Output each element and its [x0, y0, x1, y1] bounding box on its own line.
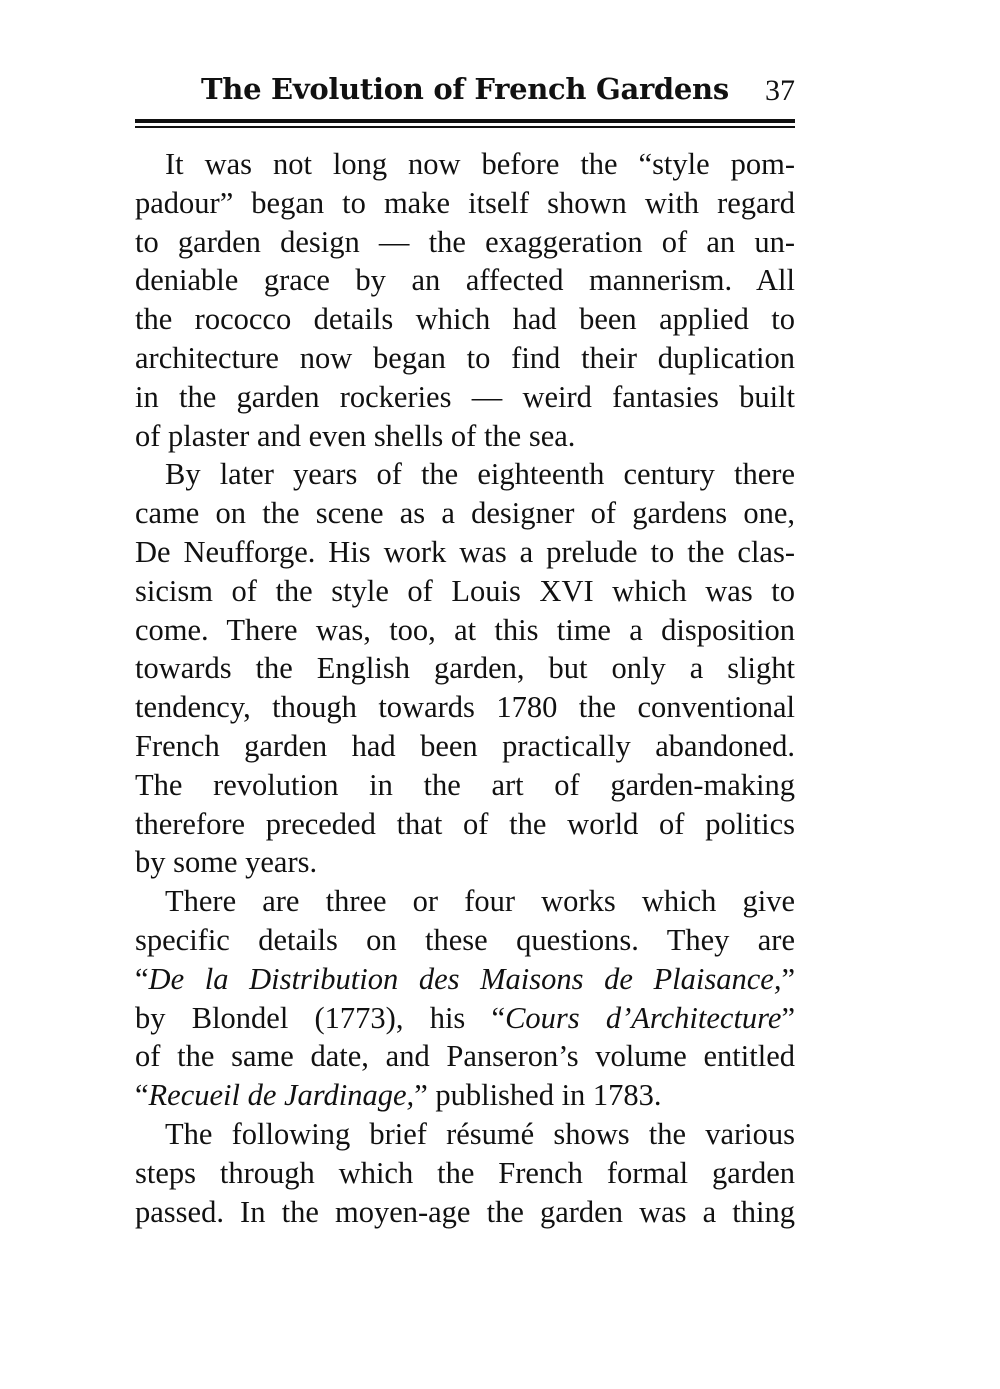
text-segment: “ [135, 1078, 149, 1113]
text-line [135, 533, 795, 572]
body-text [135, 145, 795, 1231]
text-segment: in the garden rockeries — weird fantasies built [135, 379, 795, 414]
paragraph [135, 455, 795, 882]
paragraph [135, 145, 795, 455]
text-segment: of the same date, and Panseron’s volume entitled [135, 1039, 795, 1074]
text-segment: French garden had been practically abandoned. [135, 728, 795, 763]
text-segment: by Blondel (1773), his “ [135, 1000, 506, 1035]
text-segment: By later years of the eighteenth century there [165, 457, 795, 492]
text-segment: deniable grace by an affected mannerism. All [135, 263, 795, 298]
paragraph [135, 1115, 795, 1231]
text-line [135, 339, 795, 378]
text-line [135, 999, 795, 1038]
text-line [135, 921, 795, 960]
italic-title: Recueil de Jardinage, [148, 1078, 415, 1113]
text-segment: sicism of the style of Louis XVI which was to [135, 573, 795, 608]
text-line [135, 261, 795, 300]
text-line [135, 1154, 795, 1193]
text-line [135, 184, 795, 223]
text-segment: the rococco details which had been applied to [135, 302, 795, 337]
text-line [135, 455, 795, 494]
text-segment: architecture now began to find their duplication [135, 340, 795, 375]
text-line [135, 300, 795, 339]
text-segment: towards the English garden, but only a slight [135, 651, 795, 686]
text-line [135, 1115, 795, 1154]
text-segment: passed. In the moyen-age the garden was a thing [135, 1194, 795, 1229]
page-number: 37 [765, 74, 795, 107]
text-line [135, 223, 795, 262]
text-segment: to garden design — the exaggeration of an un- [135, 224, 795, 259]
text-segment: tendency, though towards 1780 the conventional [135, 690, 795, 725]
text-line [135, 1193, 795, 1232]
text-segment: steps through which the French formal garden [135, 1155, 795, 1190]
text-segment: come. There was, too, at this time a disposition [135, 612, 795, 647]
running-header [135, 72, 795, 118]
text-line [135, 688, 795, 727]
text-line [135, 417, 795, 456]
running-title: The Evolution of French Gardens [201, 72, 729, 106]
text-segment: padour” began to make itself shown with regard [135, 185, 795, 220]
text-line [135, 805, 795, 844]
text-line [135, 882, 795, 921]
header-rule [135, 119, 795, 123]
text-line [135, 766, 795, 805]
text-line [135, 572, 795, 611]
text-line [135, 1076, 795, 1115]
text-segment: ” [781, 1000, 795, 1035]
text-segment: of plaster and even shells of the sea. [135, 418, 576, 453]
text-segment: ” published in 1783. [414, 1078, 662, 1113]
text-line [135, 727, 795, 766]
text-line [135, 611, 795, 650]
text-segment: specific details on these questions. They are [135, 922, 795, 957]
text-segment: De Neufforge. His work was a prelude to the clas- [135, 534, 795, 569]
italic-title: De la Distribution des Maisons de Plaisance, [148, 961, 782, 996]
text-segment: “ [135, 961, 149, 996]
text-segment: The revolution in the art of garden-making [135, 767, 795, 802]
text-line [135, 494, 795, 533]
text-line [135, 843, 795, 882]
header-rule-thin [135, 126, 795, 128]
text-segment: by some years. [135, 845, 318, 880]
text-line [135, 378, 795, 417]
text-line [135, 1037, 795, 1076]
text-segment: There are three or four works which give [165, 884, 795, 919]
paragraph [135, 882, 795, 1115]
text-line [135, 145, 795, 184]
italic-title: Cours d’Architecture [505, 1000, 782, 1035]
text-segment: came on the scene as a designer of gardens one, [135, 496, 795, 531]
text-line [135, 960, 795, 999]
text-segment: ” [781, 961, 795, 996]
text-segment: therefore preceded that of the world of politics [135, 806, 795, 841]
text-segment: It was not long now before the “style pom- [165, 147, 795, 181]
text-segment: The following brief résumé shows the various [165, 1116, 795, 1151]
text-line [135, 649, 795, 688]
